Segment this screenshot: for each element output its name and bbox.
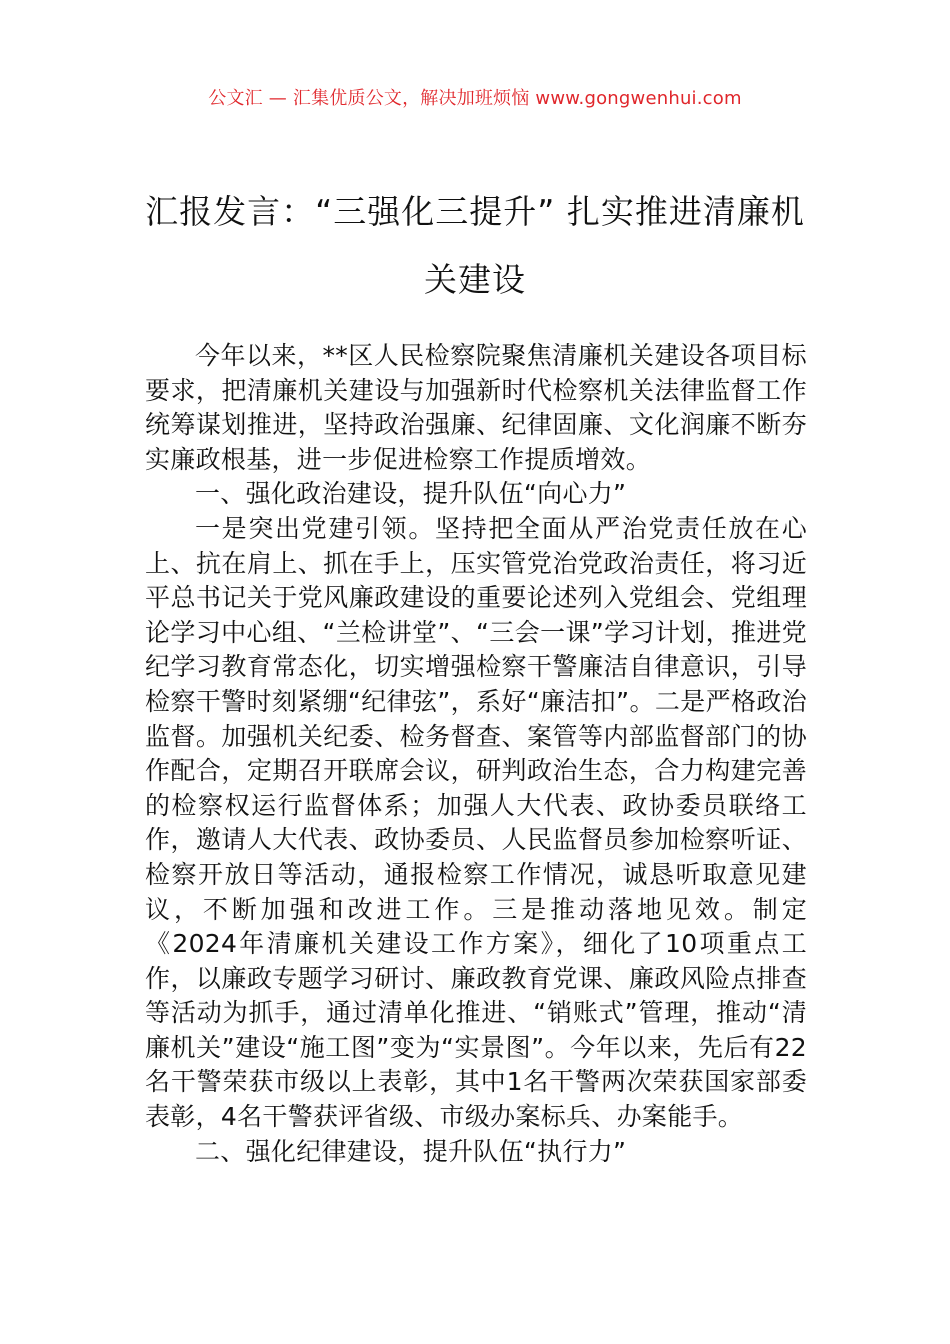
section-heading-1: 一、强化政治建设，提升队伍“向心力” xyxy=(195,479,627,509)
document-body xyxy=(145,339,807,1169)
section-heading-2: 二、强化纪律建设，提升队伍“执行力” xyxy=(195,1136,627,1166)
section-1-paragraph: 一是突出党建引领。坚持把全面从严治党责任放在心上、抗在肩上、抓在手上，压实管党治党政治责任，将习近平总书记关于党风廉政建设的重要论述列入党组会、党组理论学习中心组、“兰检讲堂”、“三会一课”学习计划，推进党纪学习教育常态化，切实增强检察干警廉洁自律意识，引导检察干警时刻紧绷“纪律弦”，系好“廉洁扣”。二是严格政治监督。加强机关纪委、检务督查、案管等内部监督部门的协作配合，定期召开联席会议，研判政治生态，合力构建完善的检察权运行监督体系；加强人大代表、政协委员联络工作，邀请人大代表、政协委员、人民监督员参加检察听证、检察开放日等活动，通报检察工作情况，诚恳听取意见建议，不断加强和改进工作。三是推动落地见效。制定《2024年清廉机关建设工作方案》，细化了10项重点工作，以廉政专题学习研讨、廉政教育党课、廉政风险点排查等活动为抓手，通过清单化推进、“销账式”管理，推动“清廉机关”建设“施工图”变为“实景图”。今年以来，先后有22名干警荣获市级以上表彰，其中1名干警两次荣获国家部委表彰，4名干警获评省级、市级办案标兵、办案能手。 xyxy=(145,513,807,1132)
site-banner: 公文汇 — 汇集优质公文，解决加班烦恼 www.gongwenhui.com xyxy=(208,88,742,109)
intro-paragraph: 今年以来，**区人民检察院聚焦清廉机关建设各项目标要求，把清廉机关建设与加强新时代检察机关法律监督工作统筹谋划推进，坚持政治强廉、纪律固廉、文化润廉不断夯实廉政根基，进一步促进检察工作提质增效。 xyxy=(145,341,807,474)
document-title: 汇报发言：“三强化三提升” 扎实推进清廉机关建设 xyxy=(145,192,805,299)
